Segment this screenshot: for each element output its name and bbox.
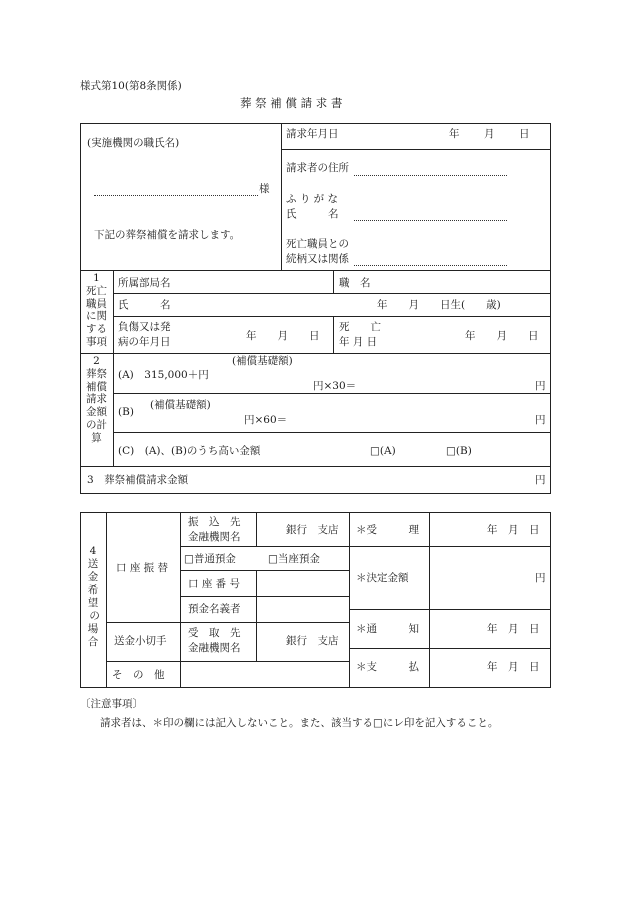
account-number-label: 口 座 番 号 [188,578,241,590]
calc-b-yen: 円 [535,414,546,426]
base-amount-a-label: (補償基礎額) [232,355,293,367]
request-month: 月 [484,128,495,140]
section-4-label: 4 送 金 希 望 の 場 合 [87,545,100,649]
checkbox-a[interactable]: □(A) [370,445,396,457]
notes-heading: 〔注意事項〕 [80,698,143,710]
death-date: 年 月 日 [465,330,539,342]
deceased-name-label: 氏 名 [118,299,171,311]
decided-amount-label: ＊決定金額 [356,572,409,584]
request-day: 日 [519,128,530,140]
payment-date: 年 月 日 [487,661,540,673]
org-label: (実施機関の職氏名) [87,137,180,149]
base-amount-b-label: (補償基礎額) [150,399,211,411]
calc-b-label: (B) [118,406,134,418]
request-date-label: 請求年月日 [286,128,339,140]
relation-label-1: 死亡職員との [286,238,349,250]
notice-label: ＊通 知 [356,623,419,635]
sama-label: 様 [259,183,270,195]
section-2-label: 2 葬祭 補償 請求 金額 の計 算 [86,355,107,444]
transfer-bank-branch: 銀行 支店 [286,524,339,536]
form-title: 葬 祭 補 償 請 求 書 [240,96,343,110]
calc-a-yen: 円 [535,380,546,392]
request-year: 年 [449,128,460,140]
ordinary-deposit-checkbox[interactable]: □普通預金 [184,553,236,565]
injury-date: 年 月 日 [246,330,320,342]
calc-b-formula: 円×60＝ [244,414,288,426]
death-label-1: 死 亡 [339,321,381,333]
calc-c-text: (C) (A)、(B)のうち高い金額 [118,445,261,457]
org-name-line[interactable] [94,195,258,196]
relation-field[interactable] [354,265,507,266]
receipt-label: ＊受 理 [356,524,419,536]
checking-deposit-checkbox[interactable]: □当座預金 [268,553,320,565]
transfer-bank-label-2: 金融機関名 [188,531,241,543]
receiving-bank-label-1: 受 取 先 [188,627,241,639]
checkbox-b[interactable]: □(B) [446,445,472,457]
dept-label: 所属部局名 [118,277,171,289]
transfer-bank-label-1: 振 込 先 [188,516,241,528]
address-label: 請求者の住所 [286,162,349,174]
calc-a-formula: 円×30＝ [313,380,357,392]
furigana-label: ふ り が な [286,193,339,205]
injury-label-1: 負傷又は発 [118,321,171,333]
account-holder-label: 預金名義者 [188,603,241,615]
account-transfer-label: 口 座 振 替 [116,562,169,574]
address-field[interactable] [354,175,507,176]
form-number: 様式第10(第8条関係) [80,80,182,92]
request-text: 下記の葬祭補償を請求します。 [94,229,241,241]
receiving-bank-label-2: 金融機関名 [188,642,241,654]
job-label: 職 名 [339,277,371,289]
decided-amount-yen: 円 [535,572,546,584]
notes-body: 請求者は、＊印の欄には記入しないこと。また、該当する□にレ印を記入すること。 [100,717,499,729]
birth-date-label: 年 月 日生( 歳) [377,299,501,311]
section-3-label: 3 葬祭補償請求金額 [87,474,189,486]
receiving-bank-branch: 銀行 支店 [286,635,339,647]
name-label: 氏 名 [286,208,339,220]
calc-a-label: (A) 315,000＋円 [118,369,209,381]
receipt-date: 年 月 日 [487,524,540,536]
section-3-yen: 円 [535,474,546,486]
other-label: そ の 他 [112,669,165,681]
payment-label: ＊支 払 [356,661,419,673]
notice-date: 年 月 日 [487,623,540,635]
section-1-label: 1 死亡 職員 に関 する 事項 [86,272,107,348]
relation-label-2: 続柄又は関係 [286,253,349,265]
death-label-2: 年 月 日 [339,336,378,348]
remittance-check-label: 送金小切手 [114,635,167,647]
injury-label-2: 病の年月日 [118,336,171,348]
name-field[interactable] [354,220,507,221]
